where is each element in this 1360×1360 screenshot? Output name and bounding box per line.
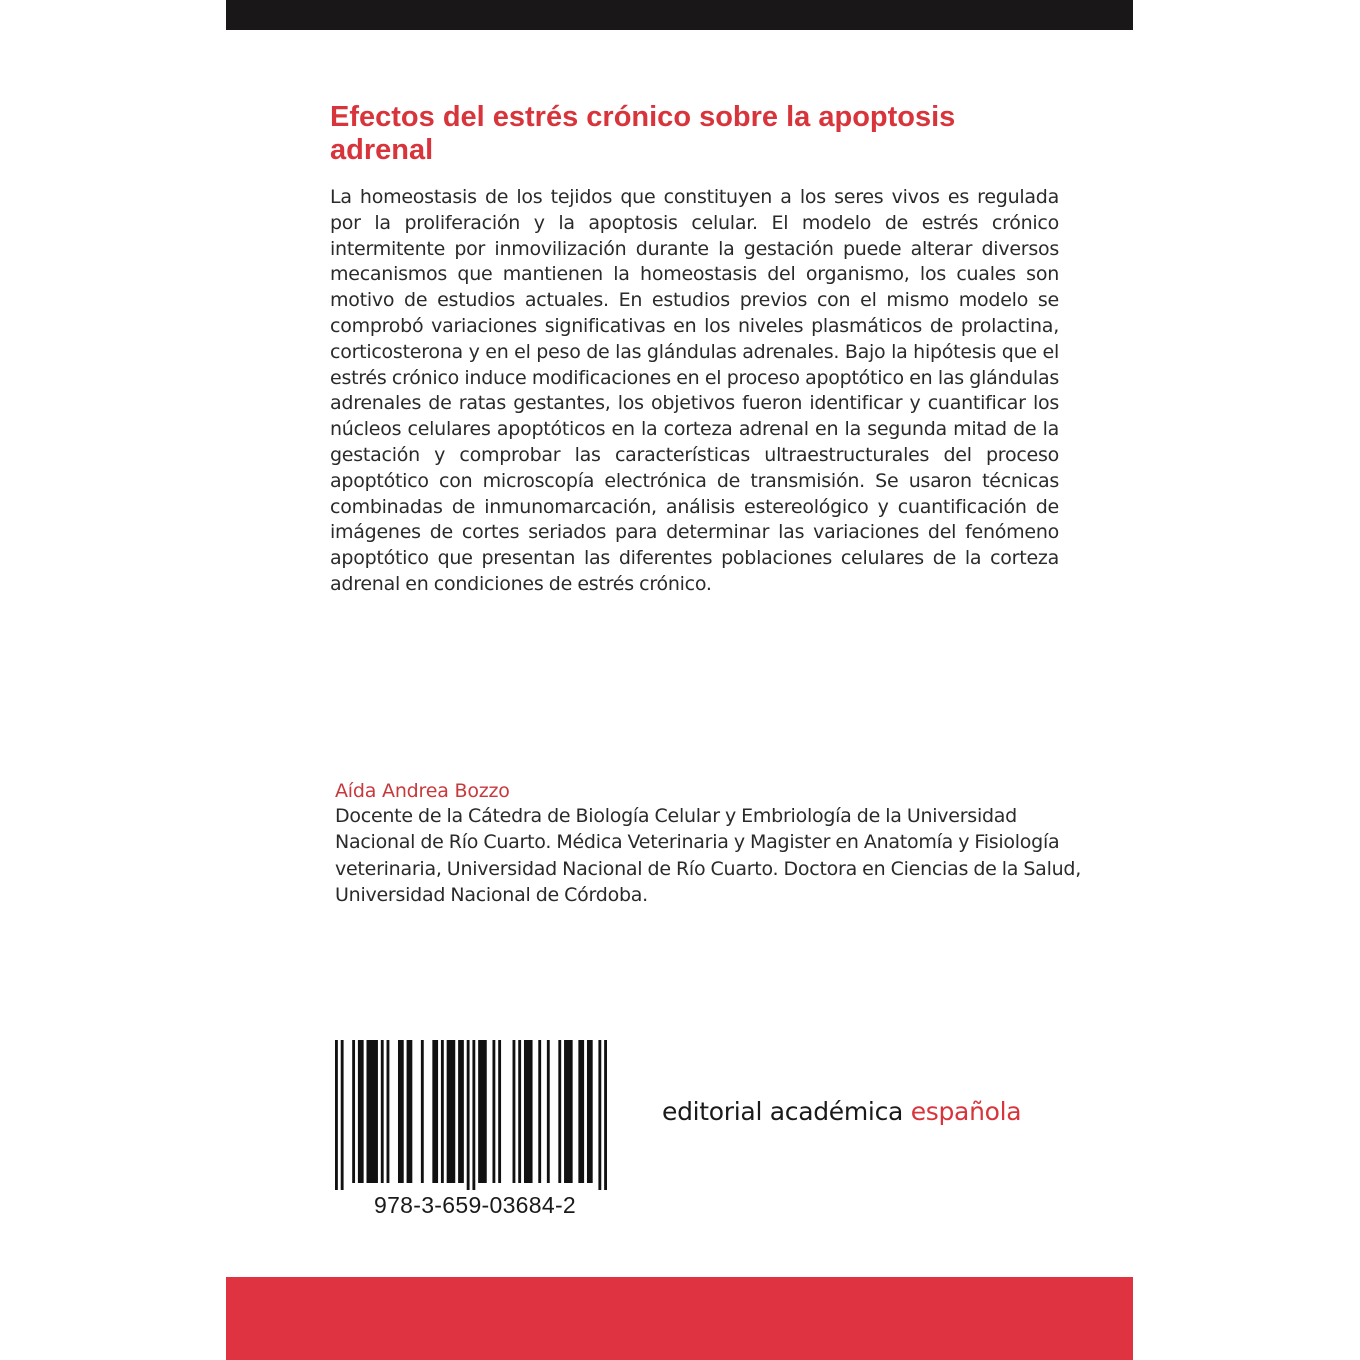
barcode-bar: [472, 1040, 475, 1190]
top-bar: [226, 0, 1133, 30]
barcode-bars: [335, 1040, 607, 1190]
barcode-bar: [547, 1040, 550, 1183]
publisher-name: editorial académica: [662, 1097, 904, 1126]
barcode-bar: [366, 1040, 377, 1183]
barcode-bar: [381, 1040, 384, 1183]
isbn-number: 978-3-659-03684-2: [373, 1192, 577, 1218]
barcode-bar: [358, 1040, 364, 1183]
author-name: Aída Andrea Bozzo: [335, 780, 510, 802]
barcode-bar: [387, 1040, 390, 1183]
barcode-bar: [398, 1040, 404, 1183]
barcode-bar: [407, 1040, 413, 1183]
barcode-bar: [564, 1040, 573, 1183]
barcode-bar: [538, 1040, 541, 1183]
barcode-bar: [432, 1040, 438, 1183]
barcode-bar: [441, 1040, 444, 1183]
book-abstract: La homeostasis de los tejidos que constituyen a los seres vivos es regulada por la proliferación y la apoptosis celular. El modelo de estrés crónico intermitente por inmovilización durante la gestación puede alterar diversos mecanismos que mantienen la homeostasis del organismo, los cuales son motivo de estudios actuales. En estudios previos con el mismo modelo se comprobó variaciones significativas en los niveles plasmáticos de prolactina, corticosterona y en el peso de las glándulas adrenales. Bajo la hipótesis que el estrés crónico induce modificaciones en el proceso apoptótico en las glándulas adrenales de ratas gestantes, los objetivos fueron identificar y cuantificar los núcleos celulares apoptóticos en la corteza adrenal en la segunda mitad de la gestación y comprobar las características ultraestructurales del proceso apoptótico con microscopía electrónica de transmisión. Se usaron técnicas combinadas de inmunomarcación, análisis estereológico y cuantificación de imágenes de cortes seriados para determinar las variaciones del fenómeno apoptótico que presentan las diferentes poblaciones celulares de la corteza adrenal en condiciones de estrés crónico.: [330, 186, 1059, 595]
barcode-bar: [498, 1040, 501, 1183]
barcode-bar: [335, 1040, 338, 1190]
barcode-bar: [513, 1040, 516, 1183]
barcode-bar: [587, 1040, 593, 1183]
author-bio: Docente de la Cátedra de Biología Celular y Embriología de la Universidad Nacional de Río Cuarto. Médica Veterinaria y Magister en Anatomía y Fisiología veterinaria, Universidad Nacional de Río Cuarto. Doctora en Ciencias de la Salud, Universidad Nacional de Córdoba.: [335, 805, 1081, 906]
bottom-bar: [226, 1277, 1133, 1360]
publisher-logo: [662, 1094, 1082, 1130]
barcode-bar: [341, 1040, 344, 1190]
barcode-bar: [492, 1040, 495, 1183]
barcode-bar: [458, 1040, 464, 1183]
barcode: [335, 1040, 615, 1230]
barcode-bar: [578, 1040, 584, 1183]
barcode-bar: [352, 1040, 355, 1183]
barcode-bar: [447, 1040, 456, 1183]
barcode-bar: [604, 1040, 607, 1190]
barcode-bar: [421, 1040, 424, 1183]
barcode-bar: [524, 1040, 533, 1183]
barcode-bar: [558, 1040, 561, 1183]
barcode-bar: [598, 1040, 601, 1190]
barcode-bar: [478, 1040, 487, 1183]
publisher-name-accent: española: [910, 1097, 1022, 1126]
barcode-bar: [518, 1040, 521, 1183]
book-title: Efectos del estrés crónico sobre la apoptosis adrenal: [330, 101, 956, 166]
barcode-bar: [467, 1040, 470, 1190]
